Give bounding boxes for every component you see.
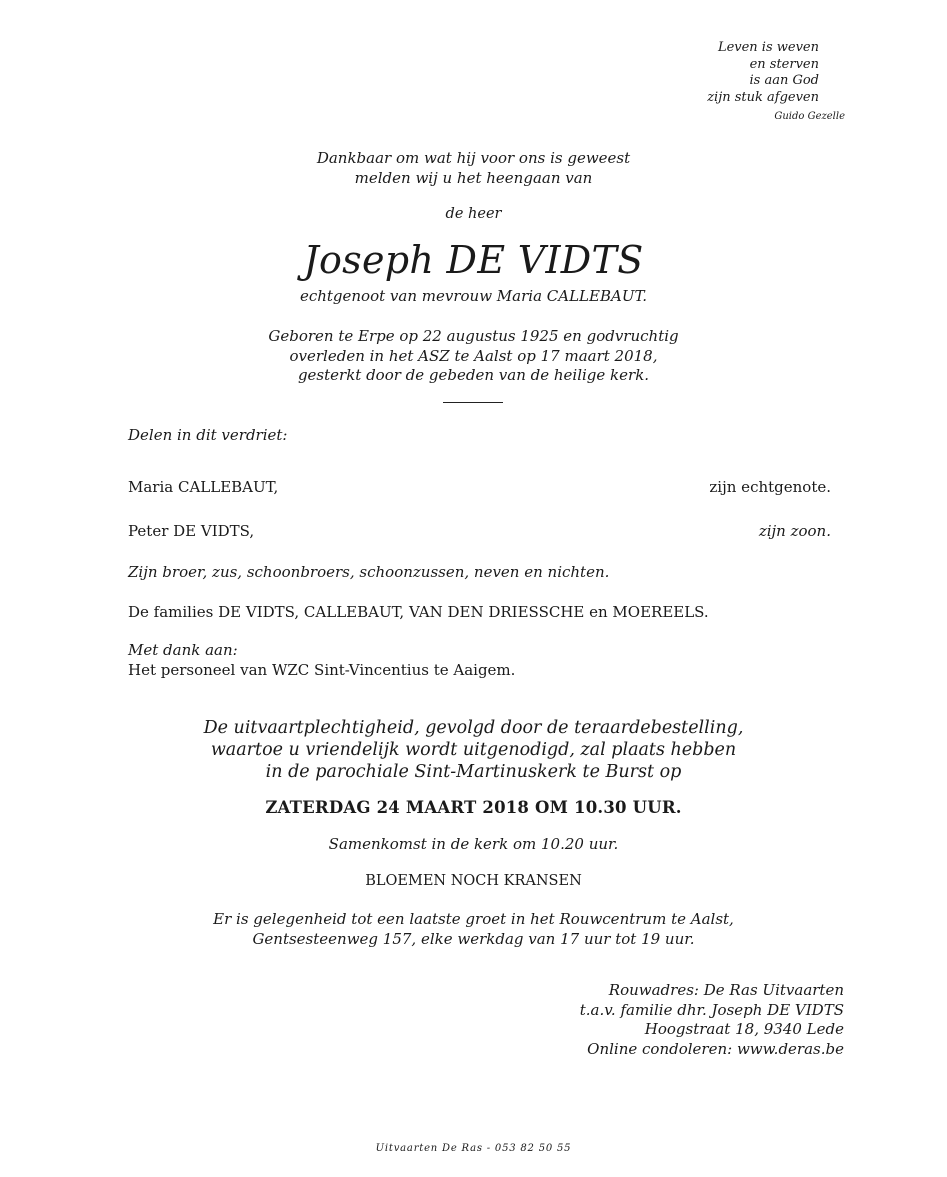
- divider: [443, 402, 503, 403]
- family-line: Zijn broer, zus, schoonbroers, schoonzussen, neven en nichten.: [128, 563, 610, 581]
- funeral-line: waartoe u vriendelijk wordt uitgenodigd, zal plaats hebben: [210, 740, 737, 760]
- mourners-heading: Delen in dit verdriet:: [128, 426, 288, 444]
- footer: Uitvaarten De Ras - 053 82 50 55: [375, 1143, 572, 1154]
- address-line: Hoogstraat 18, 9340 Lede: [644, 1020, 844, 1038]
- birth-death-text: [0, 327, 947, 386]
- birth-line: gesterkt door de gebeden van de heilige kerk.: [297, 366, 650, 384]
- intro-text: [0, 149, 947, 188]
- address-line: Rouwadres: De Ras Uitvaarten: [608, 981, 844, 999]
- birth-line: Geboren te Erpe op 22 augustus 1925 en godvruchtig: [268, 327, 679, 345]
- visitation-text: [0, 909, 947, 949]
- funeral-line: in de parochiale Sint-Martinuskerk te Burst op: [265, 762, 682, 782]
- families-line: De families DE VIDTS, CALLEBAUT, VAN DEN DRIESSCHE en MOEREELS.: [128, 603, 709, 621]
- mourner-relation: zijn zoon.: [758, 522, 831, 540]
- honorific: de heer: [445, 206, 502, 222]
- mourner-relation: zijn echtgenote.: [709, 478, 831, 496]
- deceased-name: Joseph DE VIDTS: [303, 238, 644, 282]
- poem-line: Leven is weven: [717, 40, 819, 55]
- funeral-date: ZATERDAG 24 MAART 2018 OM 10.30 UUR.: [265, 798, 682, 817]
- spouse-line: echtgenoot van mevrouw Maria CALLEBAUT.: [299, 287, 648, 305]
- address-line: t.a.v. familie dhr. Joseph DE VIDTS: [579, 1000, 844, 1019]
- poem-line: is aan God: [749, 73, 819, 88]
- birth-line: overleden in het ASZ te Aalst op 17 maart 2018,: [289, 346, 658, 365]
- mourner-name: Maria CALLEBAUT,: [128, 478, 279, 496]
- gathering-time: Samenkomst in de kerk om 10.20 uur.: [328, 835, 619, 853]
- poem-author: Guido Gezelle: [774, 111, 845, 122]
- poem: [707, 40, 819, 106]
- visit-line: Er is gelegenheid tot een laatste groet in het Rouwcentrum te Aalst,: [213, 910, 734, 928]
- funeral-text: [0, 717, 947, 783]
- funeral-line: De uitvaartplechtigheid, gevolgd door de teraardebestelling,: [203, 718, 744, 738]
- poem-line: zijn stuk afgeven: [707, 89, 819, 105]
- mourning-address: [580, 981, 844, 1059]
- thanks-text: Het personeel van WZC Sint-Vincentius te Aaigem.: [128, 660, 516, 679]
- visit-line: Gentsesteenweg 157, elke werkdag van 17 uur tot 19 uur.: [252, 930, 695, 948]
- poem-line: en sterven: [749, 56, 819, 72]
- thanks-block: [128, 641, 515, 680]
- flowers-notice: BLOEMEN NOCH KRANSEN: [365, 873, 582, 889]
- intro-line: Dankbaar om wat hij voor ons is geweest: [316, 149, 631, 167]
- thanks-label: Met dank aan:: [128, 641, 238, 659]
- address-line: Online condoleren: www.deras.be: [587, 1039, 844, 1058]
- intro-line: melden wij u het heengaan van: [354, 168, 593, 187]
- mourner-name: Peter DE VIDTS,: [128, 522, 255, 540]
